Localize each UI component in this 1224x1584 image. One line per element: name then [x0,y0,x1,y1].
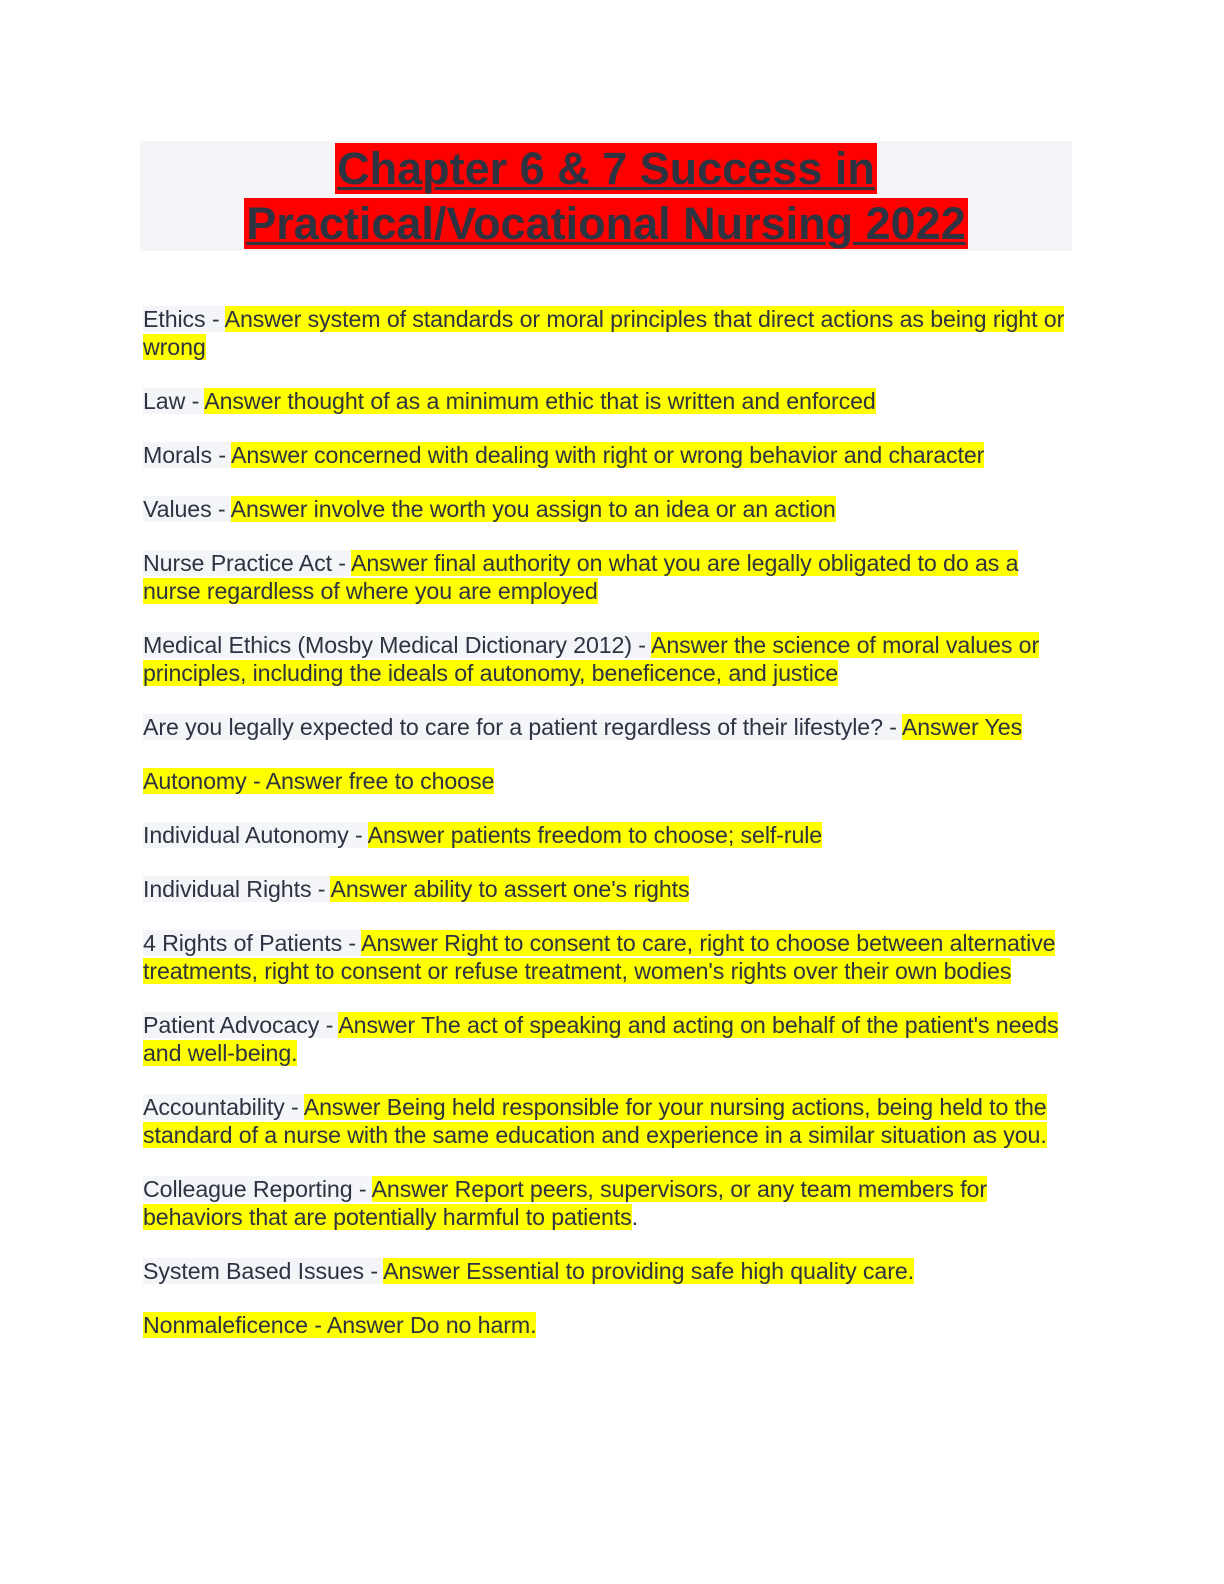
title-line-2: Practical/Vocational Nursing 2022 [246,198,966,249]
entry-answer: Answer Yes [901,714,1023,740]
entry-answer: Answer system of standards or moral principles that direct actions as being right or wrong [143,306,1065,360]
qa-entry [143,1011,1078,1067]
entry-answer: Answer patients freedom to choose; self-rule [367,822,823,848]
qa-entry-list [143,305,1078,1365]
entry-term: Accountability - [143,1094,304,1120]
qa-entry [143,495,1078,523]
entry-term: System Based Issues - [143,1258,384,1284]
entry-term: Individual Autonomy - [143,822,368,848]
qa-entry [143,1257,1078,1285]
qa-entry [143,1175,1078,1231]
document-title [140,141,1072,251]
title-line-1: Chapter 6 & 7 Success in [337,143,875,194]
entry-term: Medical Ethics (Mosby Medical Dictionary 2012) - [143,632,651,658]
entry-answer: Answer thought of as a minimum ethic that is written and enforced [204,388,876,414]
entry-term: 4 Rights of Patients - [143,930,362,956]
entry-term: Ethics - [143,306,225,332]
entry-answer: Answer the science of moral values or principles, including the ideals of autonomy, beneficence, and justice [143,632,1040,686]
qa-entry [143,713,1078,741]
qa-entry [143,549,1078,605]
entry-answer: Answer concerned with dealing with right or wrong behavior and character [231,442,985,468]
entry-answer: Answer Being held responsible for your nursing actions, being held to the standard of a nurse with the same education and experience in a similar situation as you. [143,1094,1047,1148]
entry-term: Individual Rights - [143,876,331,902]
entry-term: Autonomy - [143,768,266,794]
entry-term: Law - [143,388,205,414]
entry-term: Morals - [143,442,231,468]
entry-answer: Answer final authority on what you are legally obligated to do as a nurse regardless of where you are employed [143,550,1019,604]
qa-entry [143,1093,1078,1149]
qa-entry [143,821,1078,849]
entry-answer: Answer Do no harm. [326,1312,537,1338]
qa-entry [143,929,1078,985]
entry-suffix: . [631,1204,639,1230]
qa-entry [143,387,1078,415]
entry-term: Colleague Reporting - [143,1176,372,1202]
entry-answer: Answer Report peers, supervisors, or any team members for behaviors that are potentially harmful to patients [143,1176,987,1230]
qa-entry [143,441,1078,469]
entry-term: Are you legally expected to care for a patient regardless of their lifestyle? - [143,714,902,740]
entry-term: Nonmaleficence - [143,1312,327,1338]
entry-answer: Answer involve the worth you assign to an idea or an action [230,496,836,522]
entry-answer: Answer free to choose [265,768,495,794]
entry-answer: Answer Essential to providing safe high quality care. [383,1258,914,1284]
entry-term: Nurse Practice Act - [143,550,351,576]
qa-entry [143,631,1078,687]
entry-term: Patient Advocacy - [143,1012,339,1038]
qa-entry [143,305,1078,361]
entry-term: Values - [143,496,231,522]
qa-entry [143,875,1078,903]
entry-answer: Answer The act of speaking and acting on behalf of the patient's needs and well-being. [143,1012,1059,1066]
qa-entry [143,1311,1078,1339]
entry-answer: Answer Right to consent to care, right to choose between alternative treatments, right to consent or refuse treatment, women's rights over their own bodies [143,930,1056,984]
entry-answer: Answer ability to assert one's rights [330,876,690,902]
qa-entry [143,767,1078,795]
